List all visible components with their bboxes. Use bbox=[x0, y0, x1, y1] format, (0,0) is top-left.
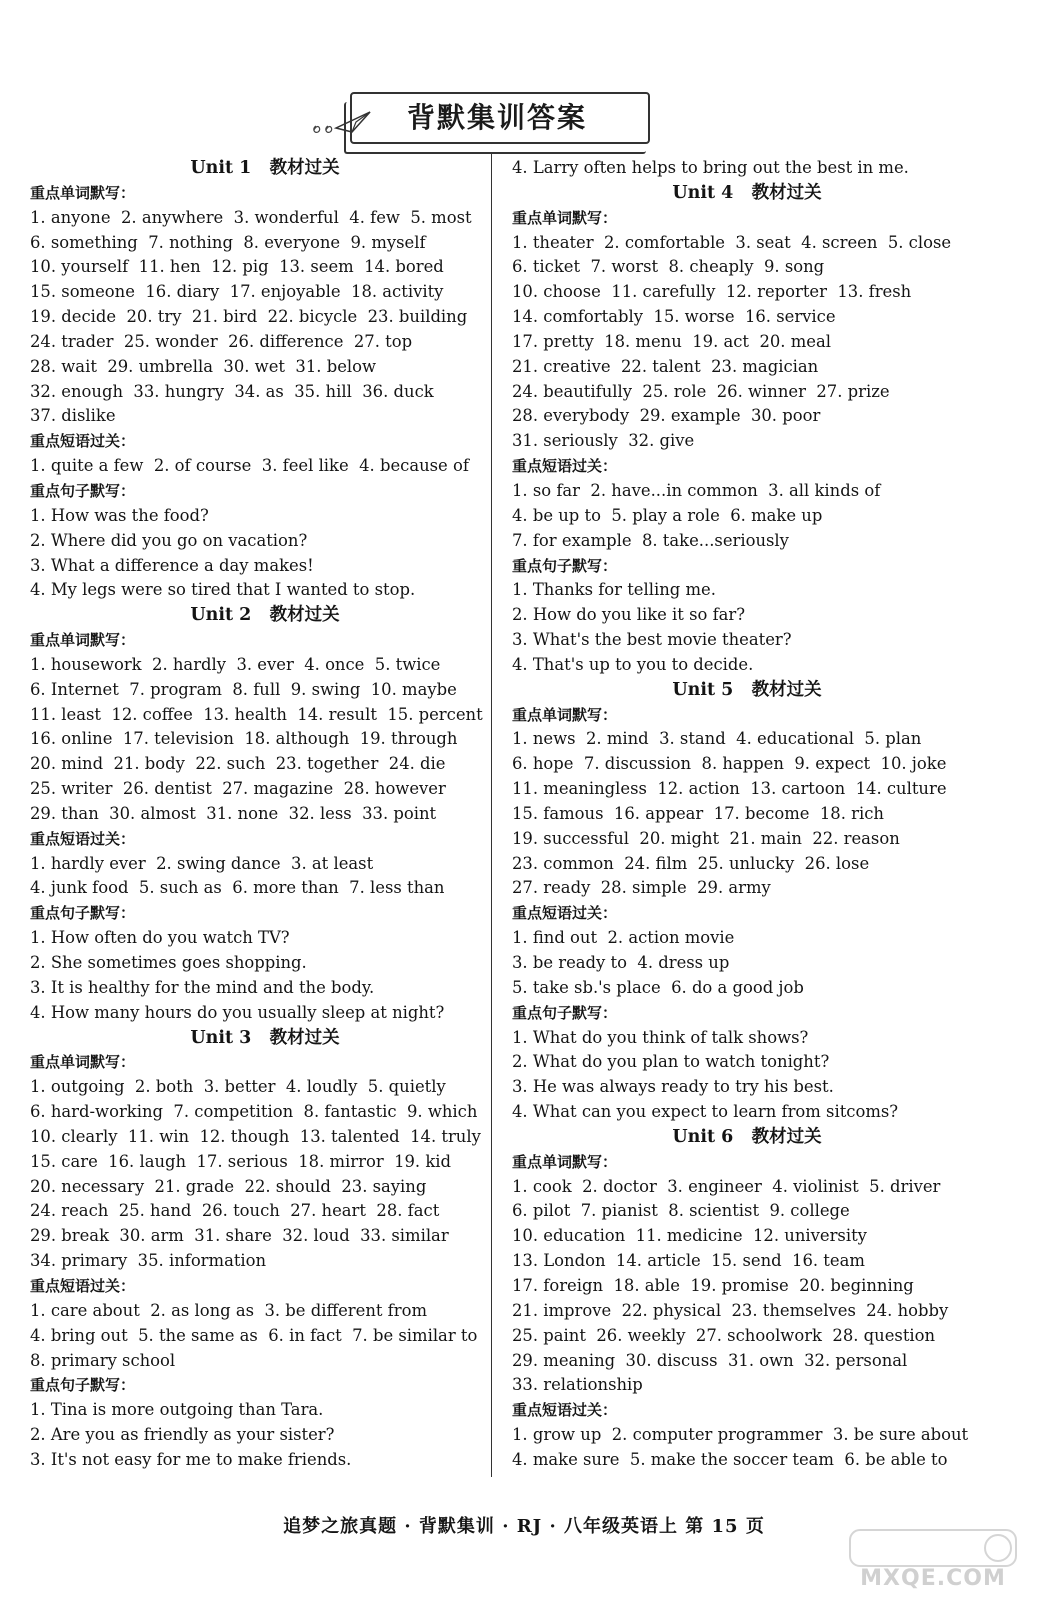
answer-line: 6. Internet 7. program 8. full 9. swing 10. maybe bbox=[30, 679, 457, 699]
answer-line: 19. decide 20. try 21. bird 22. bicycle 23. building bbox=[30, 307, 468, 327]
answer-line: 25. paint 26. weekly 27. schoolwork 28. question bbox=[512, 1325, 936, 1345]
answer-line: 31. seriously 32. give bbox=[512, 431, 695, 451]
unit-heading: Unit 4 教材过关 bbox=[672, 182, 822, 203]
answer-line: 1. How often do you watch TV? bbox=[30, 928, 290, 948]
answer-line: 4. What can you expect to learn from sitcoms? bbox=[512, 1102, 899, 1122]
answer-line: 33. relationship bbox=[512, 1375, 643, 1395]
section-label: 重点单词默写： bbox=[512, 705, 618, 724]
section-label: 重点短语过关： bbox=[30, 432, 136, 451]
unit-heading: Unit 3 教材过关 bbox=[190, 1027, 340, 1048]
answer-line: 5. take sb.'s place 6. do a good job bbox=[512, 977, 804, 997]
answer-line: 1. theater 2. comfortable 3. seat 4. screen 5. close bbox=[512, 232, 952, 252]
answer-line: 4. My legs were so tired that I wanted to stop. bbox=[30, 580, 416, 600]
unit-heading: Unit 1 教材过关 bbox=[190, 158, 340, 178]
section-label: 重点句子默写： bbox=[512, 556, 618, 575]
answer-line: 24. reach 25. hand 26. touch 27. heart 28. fact bbox=[30, 1201, 440, 1221]
section-label: 重点单词默写： bbox=[30, 1053, 136, 1072]
answer-line: 15. someone 16. diary 17. enjoyable 18. activity bbox=[30, 282, 444, 302]
unit-heading: Unit 6 教材过关 bbox=[672, 1126, 822, 1147]
section-label: 重点单词默写： bbox=[512, 208, 618, 227]
answer-line: 1. anyone 2. anywhere 3. wonderful 4. few 5. most bbox=[30, 207, 472, 227]
right-column bbox=[512, 156, 982, 1473]
answer-line: 10. education 11. medicine 12. university bbox=[512, 1226, 867, 1246]
answer-line: 2. How do you like it so far? bbox=[512, 605, 746, 625]
answer-line: 6. pilot 7. pianist 8. scientist 9. college bbox=[512, 1201, 850, 1221]
answer-line: 3. It is healthy for the mind and the body. bbox=[30, 977, 375, 997]
section-label: 重点短语过关： bbox=[512, 904, 618, 923]
answer-line: 6. hope 7. discussion 8. happen 9. expect 10. joke bbox=[512, 754, 947, 774]
answer-line: 1. find out 2. action movie bbox=[512, 928, 735, 948]
answer-line: 10. yourself 11. hen 12. pig 13. seem 14. bored bbox=[30, 257, 444, 277]
answer-line: 4. be up to 5. play a role 6. make up bbox=[512, 505, 823, 525]
answer-line: 24. trader 25. wonder 26. difference 27. top bbox=[30, 331, 413, 351]
answer-line: 29. than 30. almost 31. none 32. less 33. point bbox=[30, 803, 437, 823]
answer-line: 3. What a difference a day makes! bbox=[30, 555, 314, 575]
answer-line: 16. online 17. television 18. although 19. through bbox=[30, 729, 458, 749]
answer-line: 11. meaningless 12. action 13. cartoon 14. culture bbox=[512, 779, 947, 799]
answer-line: 20. mind 21. body 22. such 23. together 24. die bbox=[30, 754, 446, 774]
answer-line: 2. Are you as friendly as your sister? bbox=[30, 1425, 335, 1445]
answer-line: 37. dislike bbox=[30, 406, 116, 426]
title-banner bbox=[312, 88, 662, 148]
answer-line: 1. grow up 2. computer programmer 3. be sure about bbox=[512, 1425, 969, 1445]
section-label: 重点短语过关： bbox=[512, 457, 618, 476]
page-footer: 追梦之旅真题 · 背默集训 · RJ · 八年级英语上 第 15 页 bbox=[283, 1516, 765, 1537]
unit-heading: Unit 2 教材过关 bbox=[190, 605, 340, 626]
section-label: 重点单词默写： bbox=[30, 631, 136, 650]
answer-line: 1. so far 2. have...in common 3. all kinds of bbox=[512, 480, 881, 500]
section-label: 重点句子默写： bbox=[30, 481, 136, 500]
watermark-site: MXQE.COM bbox=[860, 1566, 1006, 1591]
answer-line: 6. something 7. nothing 8. everyone 9. myself bbox=[30, 232, 426, 252]
section-label: 重点句子默写： bbox=[512, 1003, 618, 1022]
answer-line: 21. improve 22. physical 23. themselves 24. hobby bbox=[512, 1300, 949, 1320]
section-label: 重点单词默写： bbox=[30, 183, 136, 202]
page-title: 背默集训答案 bbox=[406, 101, 587, 134]
answer-line: 1. How was the food? bbox=[30, 505, 209, 525]
answer-line: 1. care about 2. as long as 3. be different from bbox=[30, 1300, 427, 1320]
answer-line: 11. least 12. coffee 13. health 14. result 15. percent bbox=[30, 704, 483, 724]
answer-line: 13. London 14. article 15. send 16. team bbox=[512, 1251, 865, 1271]
answer-line: 25. writer 26. dentist 27. magazine 28. however bbox=[30, 779, 446, 799]
answer-line: 8. primary school bbox=[30, 1350, 176, 1370]
answer-line: 15. famous 16. appear 17. become 18. rich bbox=[512, 803, 884, 823]
answer-line: 3. What's the best movie theater? bbox=[512, 630, 792, 650]
answer-line: 23. common 24. film 25. unlucky 26. lose bbox=[512, 853, 870, 873]
answer-line: 14. comfortably 15. worse 16. service bbox=[512, 307, 836, 327]
section-label: 重点单词默写： bbox=[512, 1152, 618, 1171]
section-label: 重点短语过关： bbox=[30, 1276, 136, 1295]
answer-line: 10. clearly 11. win 12. though 13. talented 14. truly bbox=[30, 1126, 481, 1146]
section-label: 重点短语过关： bbox=[30, 829, 136, 848]
answer-line: 20. necessary 21. grade 22. should 23. saying bbox=[30, 1176, 427, 1196]
answer-line: 29. meaning 30. discuss 31. own 32. personal bbox=[512, 1350, 908, 1370]
answer-line: 1. Tina is more outgoing than Tara. bbox=[30, 1400, 324, 1420]
answer-line: 15. care 16. laugh 17. serious 18. mirror 19. kid bbox=[30, 1151, 452, 1171]
answer-line: 4. make sure 5. make the soccer team 6. be able to bbox=[512, 1449, 948, 1469]
answer-line: 1. Thanks for telling me. bbox=[512, 580, 716, 600]
watermark-logo bbox=[848, 1528, 1018, 1568]
answer-line: 4. junk food 5. such as 6. more than 7. less than bbox=[30, 878, 445, 898]
answer-line: 1. outgoing 2. both 3. better 4. loudly 5. quietly bbox=[30, 1077, 446, 1097]
section-label: 重点短语过关： bbox=[512, 1401, 618, 1420]
answer-line: 4. bring out 5. the same as 6. in fact 7. be similar to bbox=[30, 1325, 478, 1345]
answer-line: 1. quite a few 2. of course 3. feel like 4. because of bbox=[30, 456, 469, 476]
answer-line: 1. hardly ever 2. swing dance 3. at least bbox=[30, 853, 374, 873]
answer-line: 17. foreign 18. able 19. promise 20. beginning bbox=[512, 1275, 914, 1295]
answer-line: 1. What do you think of talk shows? bbox=[512, 1027, 809, 1047]
answer-line: 4. How many hours do you usually sleep at night? bbox=[30, 1002, 445, 1022]
answer-line: 2. She sometimes goes shopping. bbox=[30, 953, 307, 972]
section-label: 重点句子默写： bbox=[30, 1376, 136, 1395]
left-column bbox=[30, 156, 500, 1473]
answer-line: 4. That's up to you to decide. bbox=[512, 654, 754, 674]
watermark bbox=[838, 1528, 1028, 1594]
answer-line: 6. ticket 7. worst 8. cheaply 9. song bbox=[512, 257, 825, 277]
answer-line: 3. be ready to 4. dress up bbox=[512, 953, 730, 972]
answer-line: 2. Where did you go on vacation? bbox=[30, 530, 308, 550]
answer-line: 28. everybody 29. example 30. poor bbox=[512, 406, 821, 426]
answer-line: 3. He was always ready to try his best. bbox=[512, 1077, 834, 1097]
section-label: 重点句子默写： bbox=[30, 904, 136, 923]
answer-line: 27. ready 28. simple 29. army bbox=[512, 878, 771, 898]
answer-line: 21. creative 22. talent 23. magician bbox=[512, 356, 819, 376]
answer-line: 4. Larry often helps to bring out the best in me. bbox=[512, 158, 909, 177]
answer-line: 28. wait 29. umbrella 30. wet 31. below bbox=[30, 356, 377, 376]
answer-line: 34. primary 35. information bbox=[30, 1251, 267, 1271]
answer-line: 1. news 2. mind 3. stand 4. educational 5. plan bbox=[512, 729, 922, 749]
answer-line: 24. beautifully 25. role 26. winner 27. prize bbox=[512, 381, 890, 401]
answer-line: 2. What do you plan to watch tonight? bbox=[512, 1052, 830, 1072]
answer-line: 29. break 30. arm 31. share 32. loud 33. similar bbox=[30, 1226, 449, 1246]
answer-line: 10. choose 11. carefully 12. reporter 13. fresh bbox=[512, 282, 912, 302]
answer-line: 1. cook 2. doctor 3. engineer 4. violinist 5. driver bbox=[512, 1176, 941, 1196]
answer-line: 19. successful 20. might 21. main 22. reason bbox=[512, 828, 900, 848]
answer-line: 32. enough 33. hungry 34. as 35. hill 36. duck bbox=[30, 381, 434, 401]
answer-line: 7. for example 8. take...seriously bbox=[512, 530, 789, 550]
unit-heading: Unit 5 教材过关 bbox=[672, 679, 822, 700]
answer-line: 6. hard-working 7. competition 8. fantastic 9. which bbox=[30, 1102, 478, 1122]
answer-line: 17. pretty 18. menu 19. act 20. meal bbox=[512, 331, 831, 351]
answer-line: 1. housework 2. hardly 3. ever 4. once 5. twice bbox=[30, 654, 441, 674]
answer-line: 3. It's not easy for me to make friends. bbox=[30, 1449, 352, 1469]
